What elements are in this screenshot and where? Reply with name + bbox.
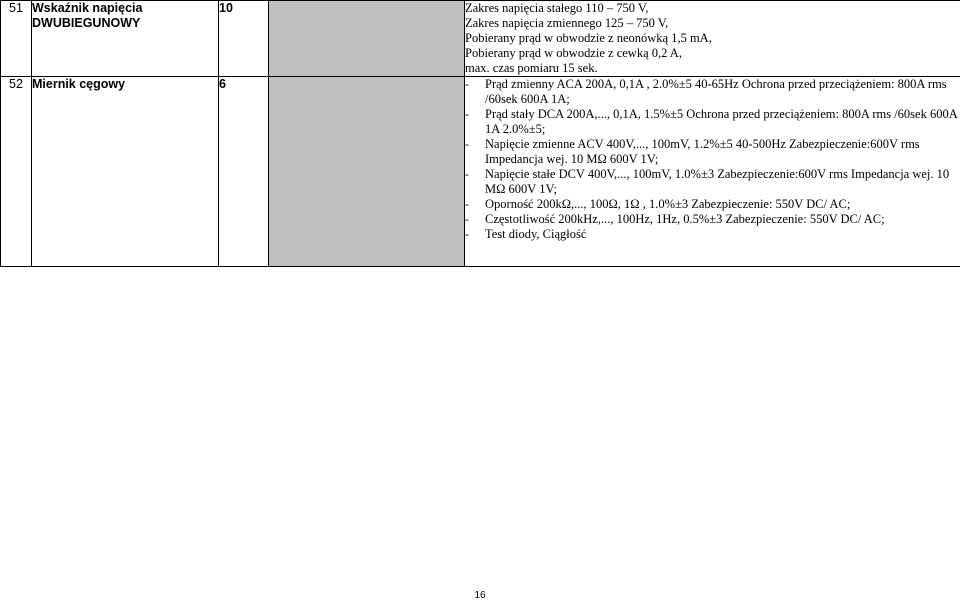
item-description (465, 1, 960, 77)
item-name-line: DWUBIEGUNOWY (32, 16, 141, 30)
item-name-cell (32, 1, 219, 77)
specification-table (0, 0, 960, 267)
spec-list-item: - Oporność 200kΩ,..., 100Ω, 1Ω , 1.0%±3 Zabezpieczenie: 550V DC/ AC; (465, 197, 960, 212)
description-line: Pobierany prąd w obwodzie z cewką 0,2 A, (465, 46, 682, 60)
spec-list-item: - Prąd zmienny ACA 200A, 0,1A , 2.0%±5 40-65Hz Ochrona przed przeciążeniem: 800A rms /60sek 600A 1A; (465, 77, 960, 107)
row-number: 51 (1, 1, 32, 77)
table-row-52 (1, 77, 960, 267)
description-line: Pobierany prąd w obwodzie z neonówką 1,5 mA, (465, 31, 712, 45)
description-line: Zakres napięcia stałego 110 – 750 V, (465, 1, 649, 15)
row-number: 52 (1, 77, 32, 267)
spec-list-item: - Napięcie stałe DCV 400V,..., 100mV, 1.0%±3 Zabezpieczenie:600V rms Impedancja wej. 10 MΩ 600V 1V; (465, 167, 960, 197)
item-quantity: 10 (219, 1, 269, 77)
spec-list-item: - Prąd stały DCA 200A,..., 0,1A, 1.5%±5 Ochrona przed przeciążeniem: 800A rms /60sek 600A 1A 2.0%±5; (465, 107, 960, 137)
item-description (465, 77, 960, 267)
table-row-51 (1, 1, 960, 77)
spec-list-item: - Test diody, Ciągłość (465, 227, 960, 242)
spec-list-item: - Częstotliwość 200kHz,..., 100Hz, 1Hz, 0.5%±3 Zabezpieczenie: 550V DC/ AC; (465, 212, 960, 227)
page-number: 16 (474, 590, 486, 601)
spec-list (465, 77, 960, 242)
gray-cell (269, 1, 465, 77)
gray-cell (269, 77, 465, 267)
item-quantity: 6 (219, 77, 269, 267)
spec-list-item: - Napięcie zmienne ACV 400V,..., 100mV, 1.2%±5 40-500Hz Zabezpieczenie:600V rms Impedancja wej. 10 MΩ 600V 1V; (465, 137, 960, 167)
description-line: Zakres napięcia zmiennego 125 – 750 V, (465, 16, 669, 30)
item-name: Miernik cęgowy (32, 77, 219, 267)
item-name-line: Wskaźnik napięcia (32, 1, 143, 15)
description-line: max. czas pomiaru 15 sek. (465, 61, 598, 75)
